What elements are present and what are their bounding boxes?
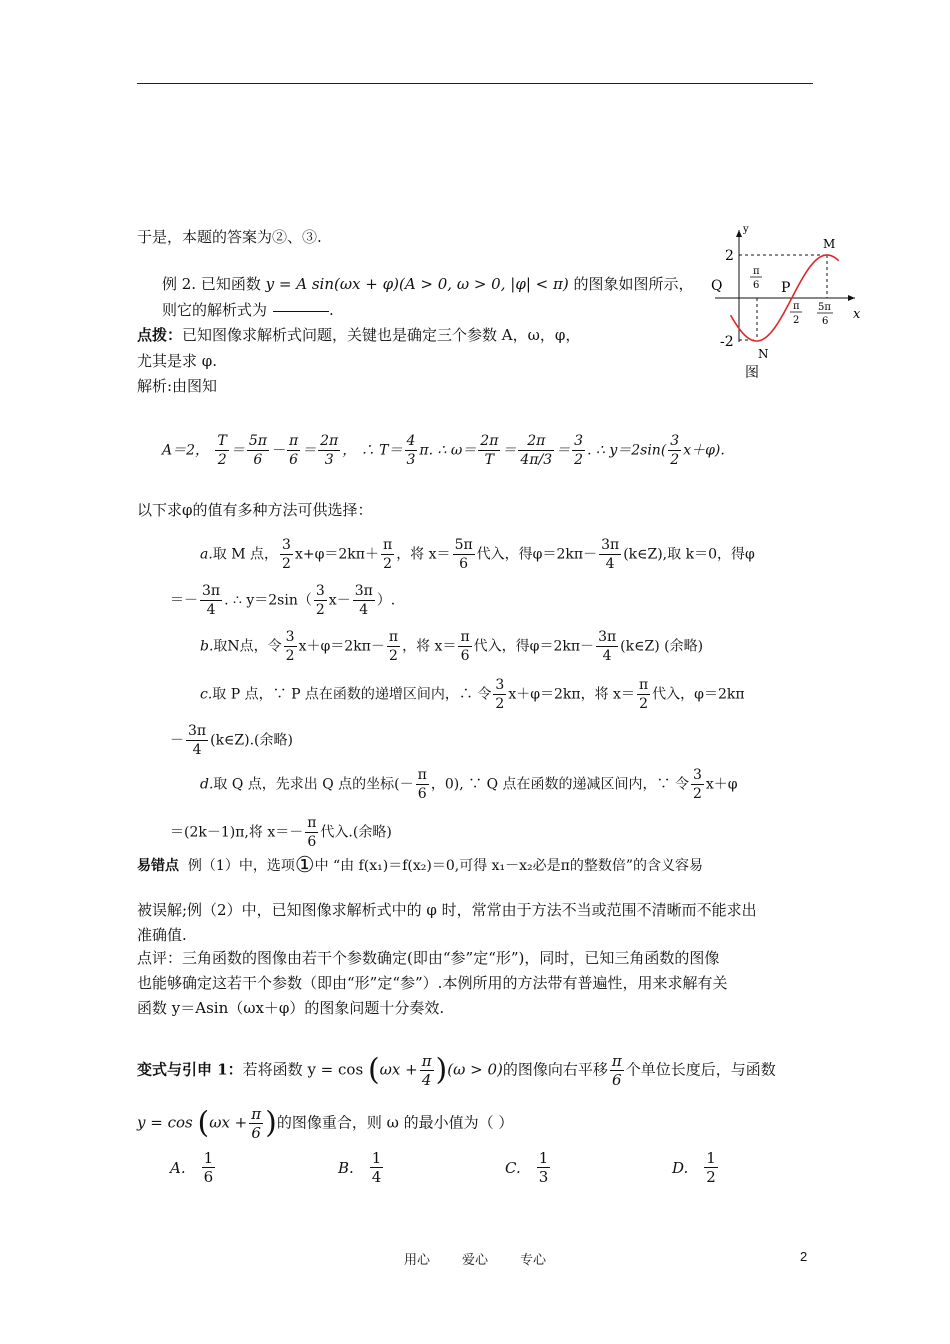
sine-graph [705, 222, 875, 392]
option-d: D. $\frac{1}{2}$ [672, 1149, 716, 1186]
method-a: a.取 M 点， $\frac{3}{2}$ x+φ＝2kπ＋ $\frac{\pi}{2}$ ，将 x＝ $\frac{5\pi}{6}$ 代入，得φ＝2kπ－ $\frac{3\pi}{4}$ (k∈Z),取 k＝0，得φ [200, 537, 755, 572]
methods-intro: 以下求φ的值有多种方法可供选择： [137, 501, 373, 519]
label-N: N [758, 347, 769, 361]
x-axis-arrow [848, 295, 855, 301]
tick-5pi6-den: 6 [822, 316, 829, 327]
header-rule [137, 83, 813, 84]
example2-question: 则它的解析式为 . [162, 301, 334, 319]
method-c: c.取 P 点，∵ P 点在函数的递增区间内，∴ 令 $\frac{3}{2}$ x＋φ＝2kπ，将 x＝ $\frac{\pi}{2}$ 代入，φ＝2kπ [200, 677, 745, 712]
variant-line: 变式与引申 1：若将函数 y = cos (ωx + $\frac{\pi}{4}$ )(ω > 0)的图像向右平移 $\frac{\pi}{6}$ 个单位长度后，与函数 [137, 1052, 776, 1089]
label-2: 2 [725, 248, 734, 264]
hint-line-2: 尤其是求 φ. [137, 352, 218, 370]
x-label: x [853, 307, 861, 322]
tick-pi6-num: π [753, 266, 760, 277]
error-prone-line-2: 被误解;例（2）中，已知图像求解析式中的 φ 时，常常由于方法不当或范围不清晰而不能求出 [137, 901, 757, 919]
option-c: C. $\frac{1}{3}$ [505, 1149, 549, 1186]
example2-line: 例 2. 已知函数 y = A sin(ωx + φ)(A > 0, ω > 0, |φ| < π) 的图象如图所示， [162, 275, 694, 293]
method-c-cont: － $\frac{3\pi}{4}$ (k∈Z).(余略) [170, 723, 293, 758]
answer-line: 于是，本题的答案为②、③. [137, 228, 322, 246]
page-number: 2 [800, 1249, 808, 1264]
comment-line-2: 也能够确定这若干个参数（即由“形”定“参”）.本例所用的方法带有普遍性，用来求解有关 [137, 974, 728, 992]
label-neg2: -2 [720, 334, 734, 350]
error-prone-line-3: 准确值. [137, 926, 187, 944]
tick-pi6-den: 6 [753, 280, 760, 291]
graph-caption: 图 [745, 365, 759, 381]
y-label: y [743, 224, 749, 235]
comment-line: 点评：三角函数的图像由若干个参数确定(即由“参”定“形”)，同时，已知三角函数的图像 [137, 949, 720, 967]
option-a: A. $\frac{1}{6}$ [170, 1149, 214, 1186]
hint-line: 点拨：已知图像求解析式问题，关键也是确定三个参数 A，ω，φ， [137, 326, 581, 344]
label-Q: Q [711, 278, 723, 294]
label-P: P [781, 280, 791, 296]
footer: 用心 爱心 专心 [403, 1253, 547, 1268]
method-b: b.取N点，令 $\frac{3}{2}$ x＋φ＝2kπ－ $\frac{\pi}{2}$ ，将 x＝ $\frac{\pi}{6}$ 代入，得φ＝2kπ－ $\frac{3\pi}{4}$ (k∈Z) (余略) [200, 629, 704, 664]
option-b: B. $\frac{1}{4}$ [338, 1149, 382, 1186]
error-prone-line: 易错点 例（1）中，选项①中 “由 f(x₁)＝f(x₂)＝0,可得 x₁－x₂必是π的整数倍”的含义容易 [137, 853, 704, 878]
solution-label: 解析:由图知 [137, 377, 218, 395]
method-a-cont: ＝－ $\frac{3\pi}{4}$ . ∴ y＝2sin（ $\frac{3}{2}$ x－ $\frac{3\pi}{4}$ ）. [170, 583, 396, 618]
formula-line: A＝2， $\frac{T}{2}$ ＝ $\frac{5\pi}{6}$ － $\frac{\pi}{6}$ ＝ $\frac{2\pi}{3}$ ， ∴ T＝ $\frac{4}{3}$ π. ∴ ω＝ $\frac{2\pi}{T}$ ＝ $\frac{2\pi}{4\pi/3}$ ＝ $\frac{3}{2}$ . ∴ y＝2sin( $\frac{3}{2}$ x＋φ). [162, 433, 725, 468]
tick-pi2-den: 2 [793, 315, 800, 326]
variant-line-2: y = cos (ωx + $\frac{\pi}{6}$ )的图像重合，则 ω 的最小值为（ ） [137, 1105, 514, 1142]
comment-line-3: 函数 y＝Asin（ωx＋φ）的图象问题十分奏效. [137, 999, 445, 1017]
y-axis-arrow [736, 230, 742, 237]
tick-5pi6-num: 5π [818, 302, 831, 313]
tick-pi2-num: π [793, 301, 800, 312]
answer-blank [273, 311, 329, 312]
label-M: M [823, 237, 836, 251]
method-d-cont: ＝(2k－1)π,将 x＝－ $\frac{\pi}{6}$ 代入.(余略) [170, 815, 392, 850]
method-d: d.取 Q 点，先求出 Q 点的坐标(－ $\frac{\pi}{6}$ ，0), ∵ Q 点在函数的递减区间内，∵ 令 $\frac{3}{2}$ x＋φ [200, 767, 738, 802]
